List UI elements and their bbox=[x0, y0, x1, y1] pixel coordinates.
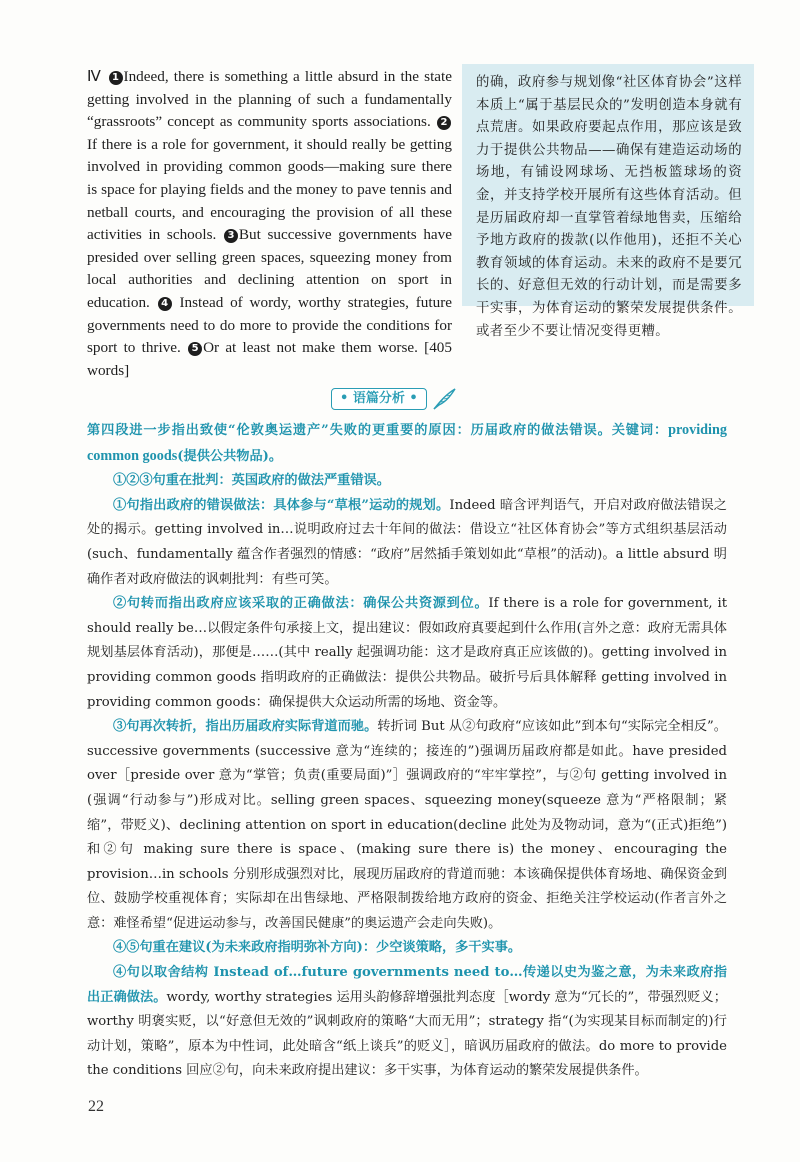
sentence-2: If there is a role for government, it should really be getting involved in providing common goods—making sure there is space for playing fields and the money to pave tennis and netball courts, and encouraging the provision of all these activities in schools. bbox=[87, 135, 452, 244]
quill-icon bbox=[431, 387, 457, 411]
analysis-para-2 bbox=[87, 494, 727, 592]
analysis-text: If there is a role for government, it should really be…以假定条件句承接上文，提出建议：假如政府真要起到什么作用(言外之意：政府无需具体规划基层体育活动)，那便是……(其中 really 起强调功能：这才是政府真正应该做的)。getting involved in providing common goods 指明政府的正确做法：提供公共物品。破折号后具体解释 getting involved in providing common goods：确保提供大众运动所需的场地、资金等。 bbox=[87, 596, 728, 710]
analysis-text: 转折词 But 从②句政府“应该如此”到本句“实际完全相反”。successive governments (successive 意为“连续的；接连的”)强调历届政府都是如此。have presided over［preside over 意为“掌管；负责(重要局面)”］强调政府的“牢牢掌控”，与②句 getting involved in (强调“行动参与”)形成对比。selling green spaces、squeezing money(squeeze 意为“严格限制；紧缩”，带贬义)、declining attention on sport in education(decline 此处为及物动词，意为“(正式)拒绝”) 和②句 making sure there is space、(making sure there is) the money、encouraging the provision…in schools 分别形成强烈对比，展现历届政府的背道而驰：本该确保提供体育场地、确保资金到位、鼓励学校重视体育；实际却在出售绿地、严格限制拨给地方政府的资金、拒绝关注学校运动(作者言外之意：难怪希望“促进运动参与，改善国民健康”的奥运遗产会走向失败)。 bbox=[87, 719, 727, 931]
analysis-summary: 第四段进一步指出致使“伦敦奥运遗产”失败的更重要的原因：历届政府的做法错误。关键词： bbox=[87, 423, 669, 438]
analysis-text: Indeed 暗含评判语气，开启对政府做法错误之处的揭示。getting involved in…说明政府过去十年间的做法：借设立“社区体育协会”等方式组织基层活动(such、fundamentally 蕴含作者强烈的情感：“政府”居然插手策划如此“草根”的活动)。a little absurd 明确作者对政府做法的讽刺批判：有些可笑。 bbox=[87, 497, 727, 587]
analysis-point: ③句再次转折，指出历届政府实际背道而驰。 bbox=[113, 719, 378, 735]
sentence-number: 3 bbox=[224, 229, 238, 243]
analysis-point: ①句指出政府的错误做法：具体参与“草根”运动的规划。 bbox=[113, 497, 450, 513]
analysis-text: wordy, worthy strategies 运用头韵修辞增强批判态度［wordy 意为“冗长的”，带强烈贬义；worthy 明褒实贬，以“好意但无效的”讽刺政府的策略“大而无用”；strategy 指“(为实现某目标而制定的)行动计划，策略”，原本为中性词，此处暗含“纸上谈兵”的贬义］，暗讽历届政府的做法。do more to provide the conditions 回应②句，向未来政府提出建议：多干实事，为体育运动的繁荣发展提供条件。 bbox=[87, 989, 727, 1079]
chinese-translation-box bbox=[462, 64, 754, 339]
chinese-translation: 的确，政府参与规划像“社区体育协会”这样本质上“属于基层民众的”发明创造本身就有点荒唐。如果政府要起点作用，那应该是致力于提供公共物品——确保有建造运动场的场地，有铺设网球场、无挡板篮球场的资金，并支持学校开展所有这些体育活动。但是历届政府却一直掌管着绿地售卖，压缩给予地方政府的拨款(以作他用)，还拒不关心教育领域的体育运动。未来的政府不是要冗长的、好意但无效的行动计划，而是需要多干实事，为体育运动的繁荣发展提供条件。或者至少不要让情况变得更糟。 bbox=[476, 75, 742, 339]
analysis-point: ④句以取舍结构 Instead of…future governments need to…传递以史为鉴之意，为未来政府指出正确做法。 bbox=[87, 965, 727, 1005]
paragraph-numeral: Ⅳ bbox=[87, 68, 103, 85]
sentence-4: Instead of wordy, worthy strategies, future governments need to do more to provide the conditions for sport to thrive. bbox=[87, 293, 452, 357]
sentence-1: Indeed, there is something a little absurd in the state getting involved in the planning of such a fundamentally “grassroots” concept as community sports associations. bbox=[87, 68, 452, 131]
analysis-para-3 bbox=[87, 592, 727, 715]
sentence-number: 4 bbox=[158, 297, 172, 311]
analysis-para-6 bbox=[87, 961, 727, 1084]
sentence-number: 2 bbox=[437, 116, 451, 130]
analysis-para-1 bbox=[87, 469, 727, 494]
page-number: 22 bbox=[88, 1098, 104, 1115]
analysis-para-4 bbox=[87, 715, 727, 936]
sentence-3: But successive governments have presided over selling green spaces, squeezing money from local authorities and declining attention on sport in education. bbox=[87, 226, 453, 311]
sentence-5: Or at least not make them worse. bbox=[203, 339, 418, 357]
analysis-para-5 bbox=[87, 936, 727, 961]
sentence-number: 1 bbox=[109, 71, 123, 85]
discourse-analysis bbox=[87, 418, 727, 1084]
section-header-label: • 语篇分析 • bbox=[331, 388, 427, 410]
analysis-keyword: providing common goods bbox=[87, 422, 727, 464]
analysis-point: ②句转而指出政府应该采取的正确做法：确保公共资源到位。 bbox=[113, 596, 489, 612]
section-header bbox=[331, 386, 457, 412]
analysis-keyword-gloss: (提供公共物品)。 bbox=[177, 448, 283, 464]
analysis-para-0 bbox=[87, 418, 727, 469]
english-passage bbox=[87, 66, 452, 382]
word-count: [405 words] bbox=[87, 339, 452, 379]
analysis-point: ①②③句重在批判：英国政府的做法严重错误。 bbox=[113, 473, 390, 489]
sentence-number: 5 bbox=[188, 342, 202, 356]
analysis-point: ④⑤句重在建议(为未来政府指明弥补方向)：少空谈策略，多干实事。 bbox=[113, 940, 522, 956]
